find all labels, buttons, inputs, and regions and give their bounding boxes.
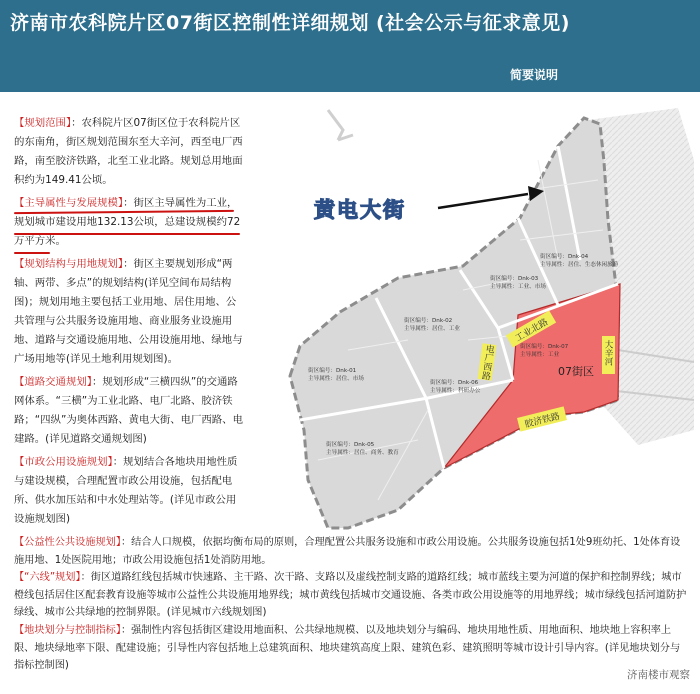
section-attribute-scale bbox=[14, 194, 246, 251]
section-text: ：规划形成“三横四纵”的交通路网体系。“三横”为工业北路、电厂北路、胶济铁路；“四纵”为奥体西路、黄电大街、电厂西路、电建路。(详见道路交通规划图) bbox=[14, 376, 243, 445]
section-structure-landuse bbox=[14, 255, 246, 369]
block-07-label: 07街区 bbox=[558, 365, 594, 378]
section-text: ：农科院片区07街区位于农科院片区的东南角，街区规划范围东至大辛河，西至电厂西路，南至胶济铁路，北至工业北路。规划总用地面积约为149.41公顷。 bbox=[14, 117, 243, 186]
section-six-lines bbox=[14, 569, 690, 622]
page-subtitle: 简要说明 bbox=[509, 68, 558, 82]
road-label-jiaoji-railway: 胶济铁路 bbox=[523, 411, 562, 431]
summary-text-column bbox=[14, 114, 246, 533]
detail-text-block bbox=[14, 534, 690, 675]
highlight-underline bbox=[14, 252, 50, 254]
section-key: 【市政公用设施规划】 bbox=[14, 456, 113, 468]
section-public-facilities bbox=[14, 534, 690, 569]
district-map bbox=[258, 100, 694, 532]
section-key: 【道路交通规划】 bbox=[14, 376, 92, 388]
page-header bbox=[0, 0, 700, 92]
section-municipal-facilities bbox=[14, 453, 246, 529]
watermark: 济南楼市观察 bbox=[627, 669, 690, 681]
road-label-daxin-river: 大辛河 bbox=[603, 340, 613, 366]
street-callout-label: 黄电大街 bbox=[314, 198, 406, 222]
page-title: 济南市农科院片区07街区控制性详细规划 (社会公示与征求意见) bbox=[10, 12, 570, 34]
section-key: 【地块划分与控制指标】 bbox=[14, 624, 121, 636]
unit-label-dnk04-code: 街区编号：Dnk-04 bbox=[540, 254, 589, 260]
unit-label-dnk07-attr: 主导属性：工业 bbox=[520, 352, 560, 358]
unit-label-dnk06-attr: 主导属性：科研办公 bbox=[430, 388, 481, 394]
section-scope bbox=[14, 114, 246, 190]
unit-label-dnk05-code: 街区编号：Dnk-05 bbox=[326, 442, 375, 448]
unit-label-dnk07-code: 街区编号：Dnk-07 bbox=[520, 344, 569, 350]
unit-label-dnk03-code: 街区编号：Dnk-03 bbox=[490, 276, 539, 282]
section-text: ：街区主要规划形成“两轴、两带、多点”的规划结构(详见空间布局结构图)；规划用地主要包括工业用地、居住用地、公共管理与公共服务设施用地、商业服务业设施用地、道路与交通设施用地、公用设施用地、绿地与广场用地等(详见土地利用规划图)。 bbox=[14, 258, 243, 365]
section-text: ：街区主导属性为工业，规划城市建设用地132.13公顷，总建设规模约72万平方米。 bbox=[14, 197, 241, 247]
section-text: ：强制性内容包括街区建设用地面积、公共绿地规模、以及地块划分与编码、地块用地性质、用地面积、地块地上容积率上限、地块绿地率下限、配建设施；引导性内容包括地上总建筑面积、地块建筑高度上限、建筑色彩、建筑照明等城市设计引导内容。(详见地块划分与指标控制图) bbox=[14, 624, 681, 672]
section-road-traffic bbox=[14, 373, 246, 449]
unit-label-dnk01-code: 街区编号：Dnk-01 bbox=[308, 368, 357, 374]
section-key: 【“六线”规划】 bbox=[14, 572, 81, 584]
section-plot-division bbox=[14, 622, 690, 675]
section-text: ：结合人口规模，依据均衡布局的原则，合理配置公共服务设施和市政公用设施。公共服务设施包括1处9班幼托、1处体育设施用地、1处医院用地；市政公用设施包括1处消防用地。 bbox=[14, 537, 681, 566]
unit-label-dnk03-attr: 主导属性：工业、市场 bbox=[490, 284, 546, 290]
unit-label-dnk01-attr: 主导属性：居住、市场 bbox=[308, 376, 364, 382]
highlight-underline bbox=[14, 233, 240, 235]
map-svg bbox=[258, 100, 694, 532]
section-key: 【主导属性与发展规模】 bbox=[14, 197, 124, 209]
section-key: 【公益性公共设施规划】 bbox=[14, 537, 121, 548]
section-key: 【规划范围】 bbox=[14, 117, 72, 129]
unit-label-dnk06-code: 街区编号：Dnk-06 bbox=[430, 380, 479, 386]
section-text: ：规划结合各地块用地性质与建设规模，合理配置市政公用设施，包括配电所、供水加压站和中水处理站等。(详见市政公用设施规划图) bbox=[14, 456, 238, 525]
section-key: 【规划结构与用地规划】 bbox=[14, 258, 124, 270]
unit-label-dnk05-attr: 主导属性：居住、商务、教育 bbox=[326, 450, 399, 456]
unit-label-dnk02-attr: 主导属性：居住、工业 bbox=[404, 326, 460, 332]
road-label-gongye-north: 工业北路 bbox=[513, 317, 551, 345]
section-text: ：街区道路红线包括城市快速路、主干路、次干路、支路以及虚线控制支路的道路红线；城市蓝线主要为河道的保护和控制界线；城市橙线包括居住区配套教育设施等城市公益性公共设施用地界线；城市黄线包括城市交通设施、各类市政公用设施等的用地界线；城市绿线包括河道防护绿线、城市公共绿地的控制界限。(详见城市六线规划图) bbox=[14, 572, 687, 619]
unit-label-dnk04-attr: 主导属性：居住、生态休闲旅游 bbox=[540, 262, 619, 268]
road-label-dianchang-west: 电厂西路 bbox=[479, 343, 495, 381]
unit-label-dnk02-code: 街区编号：Dnk-02 bbox=[404, 318, 453, 324]
